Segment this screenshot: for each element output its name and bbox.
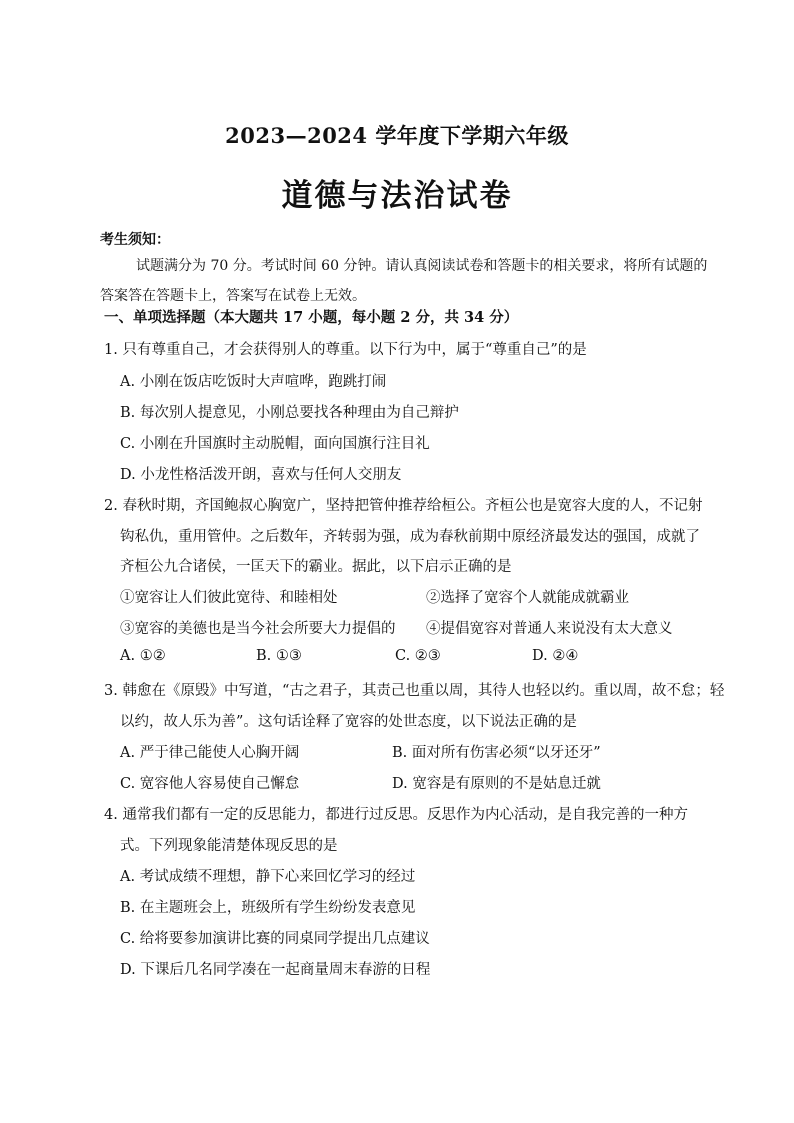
question-4-option-a: A. 考试成绩不理想，静下心来回忆学习的经过 [120, 869, 416, 885]
question-2-option-c: C. ②③ [395, 648, 441, 664]
question-1-option-a: A. 小刚在饭店吃饭时大声喧哗，跑跳打闹 [120, 374, 387, 390]
question-3-option-c: C. 宽容他人容易使自己懈怠 [120, 776, 300, 792]
question-2-option-a: A. ①② [120, 648, 166, 664]
question-3-stem-line-2: 以约，故人乐为善”。这句话诠释了宽容的处世态度，以下说法正确的是 [120, 714, 577, 730]
question-1-option-b: B. 每次别人提意见，小刚总要找各种理由为自己辩护 [120, 405, 459, 421]
exam-subtitle: 2023—2024 学年度下学期六年级 [225, 123, 569, 148]
exam-title: 道德与法治试卷 [281, 178, 513, 214]
question-3-option-a: A. 严于律己能使人心胸开阔 [120, 745, 300, 761]
question-1-option-c: C. 小刚在升国旗时主动脱帽，面向国旗行注目礼 [120, 436, 430, 452]
notice-heading: 考生须知： [100, 232, 170, 248]
question-4-option-b: B. 在主题班会上，班级所有学生纷纷发表意见 [120, 900, 416, 916]
question-2-stem-line-1: 2. 春秋时期，齐国鲍叔心胸宽广，坚持把管仲推荐给桓公。齐桓公也是宽容大度的人，不记射 [104, 498, 703, 514]
notice-body: 试题满分为 70 分。考试时间 60 分钟。请认真阅读试卷和答题卡的相关要求，将所有试题的答案答在答题卡上，答案写在试卷上无效。 [100, 258, 708, 304]
question-3-option-b: B. 面对所有伤害必须“以牙还牙” [392, 745, 601, 761]
question-2-stem-line-3: 齐桓公九合诸侯，一匡天下的霸业。据此，以下启示正确的是 [120, 559, 512, 575]
question-4-stem-line-1: 4. 通常我们都有一定的反思能力，都进行过反思。反思作为内心活动，是自我完善的一种方 [104, 807, 688, 823]
question-2-statement-2: ②选择了宽容个人就能成就霸业 [426, 590, 629, 606]
question-2-option-d: D. ②④ [532, 648, 579, 664]
question-4-stem-line-2: 式。下列现象能清楚体现反思的是 [120, 838, 338, 854]
question-1-option-d: D. 小龙性格活泼开朗，喜欢与任何人交朋友 [120, 467, 402, 483]
question-2-stem-line-2: 钩私仇，重用管仲。之后数年，齐转弱为强，成为春秋前期中原经济最发达的强国，成就了 [120, 529, 700, 545]
question-2-option-b: B. ①③ [256, 648, 302, 664]
question-3-option-d: D. 宽容是有原则的不是姑息迁就 [392, 776, 601, 792]
question-2-statement-1: ①宽容让人们彼此宽待、和睦相处 [120, 590, 338, 606]
question-2-statement-3: ③宽容的美德也是当今社会所要大力提倡的 [120, 621, 396, 637]
question-3-stem-line-1: 3. 韩愈在《原毁》中写道，“古之君子，其责己也重以周，其待人也轻以约。重以周，故不怠；轻 [104, 683, 725, 699]
question-4-option-c: C. 给将要参加演讲比赛的同桌同学提出几点建议 [120, 931, 430, 947]
question-2-statement-4: ④提倡宽容对普通人来说没有太大意义 [426, 621, 673, 637]
section-heading: 一、单项选择题（本大题共 17 小题，每小题 2 分，共 34 分） [104, 309, 519, 326]
question-4-option-d: D. 下课后几名同学凑在一起商量周末春游的日程 [120, 962, 431, 978]
question-1-stem: 1. 只有尊重自己，才会获得别人的尊重。以下行为中，属于“尊重自己”的是 [104, 342, 587, 358]
